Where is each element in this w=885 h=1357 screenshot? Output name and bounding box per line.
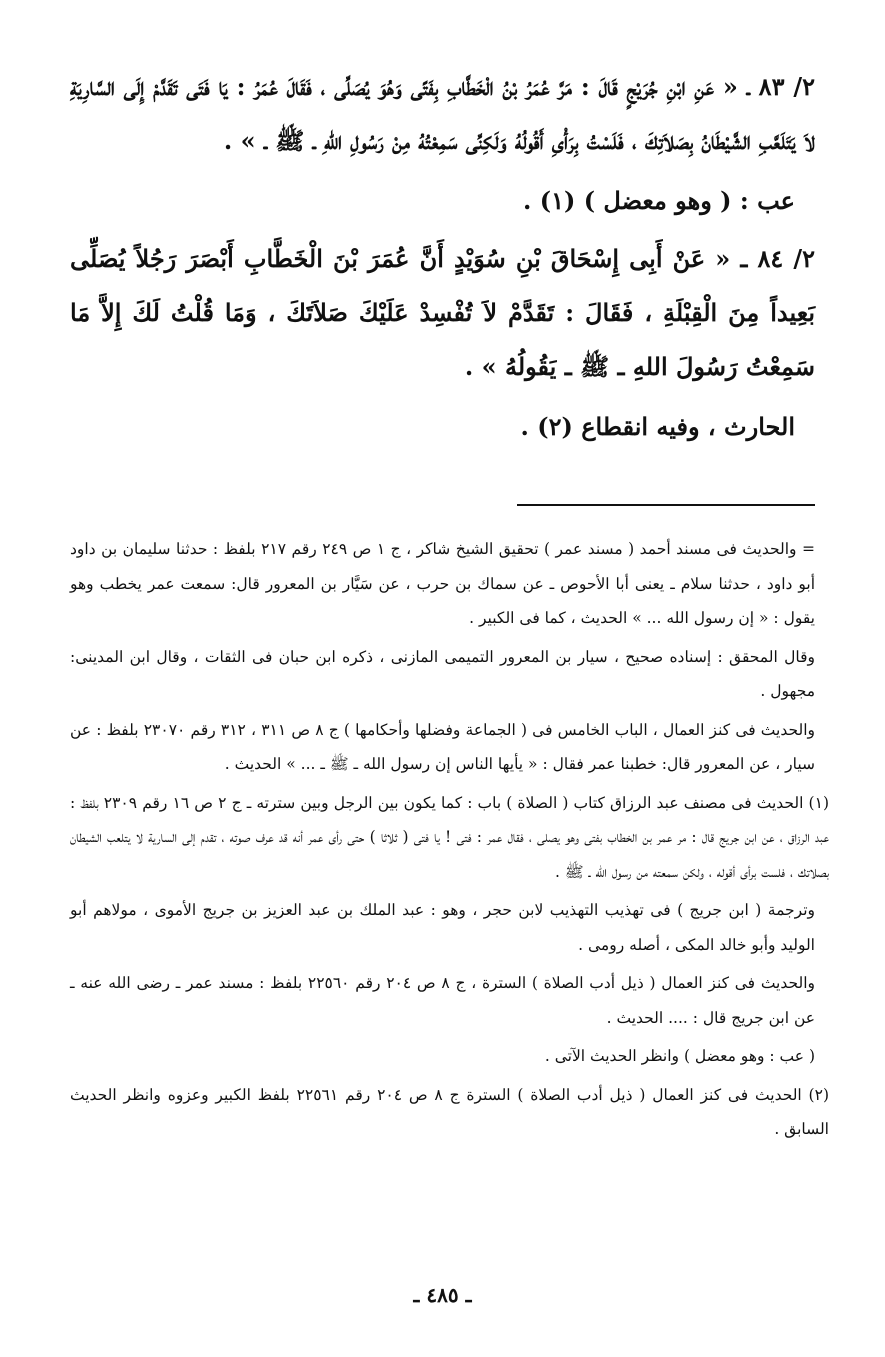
footnote-1-note: ( عب : وهو معضل ) وانظر الحديث الآتى . xyxy=(544,1047,815,1065)
footnote-continuation-1: = والحديث فى مسند أحمد ( مسند عمر ) تحقيق الشيخ شاكر ، ج ١ ص ٢٤٩ رقم ٢١٧ بلفظ : حدثنا سليمان بن داود أبو داود ، حدثنا سلام ـ يعنى أبا الأحوص ـ عن سماك بن حرب ، عن سَيَّار بن المعرور قال: سمعت عمر يخطب وهو يقول : « إن رسول الله ... » الحديث ، كما فى الكبير . xyxy=(70,540,815,627)
document-page xyxy=(0,60,885,1357)
hadith-83: ٢/ ٨٣ ـ « عَنِ ابْنِ جُرَيْجٍ قَالَ : مَرَّ عُمَرُ بْنُ الْخَطَّابِ بِفَتًى وَهُوَ يُصَلِّى ، فَقَالَ عُمَرُ : يَا فَتَى تَقَدَّمْ إِلَى السَّارِيَةِ لاَ يَتَلَعَّبِ الشَّيْطَانُ بِصَلاَتِكَ ، فَلَسْتُ بِرَأْىِ أَقُولُهُ وَلَكِنِّى سَمِعْتُهُ مِنْ رَسُولِ اللهِ ـ ﷺ ـ » . xyxy=(70,72,816,155)
footnote-1-kanz: والحديث فى كنز العمال ( ذيل أدب الصلاة ) السترة ، ج ٨ ص ٢٠٤ رقم ٢٢٥٦٠ بلفظ : مسند عمر ـ رضى الله عنه ـ عن ابن جريج قال : .... الحديث . xyxy=(70,974,816,1027)
footnote-2: (٢) الحديث فى كنز العمال ( ذيل أدب الصلاة ) السترة ج ٨ ص ٢٠٤ رقم ٢٢٥٦١ بلفظ الكبير وعزوه وانظر الحديث السابق . xyxy=(70,1085,829,1138)
main-text xyxy=(70,60,815,454)
hadith-83-source-note: عب : ( وهو معضل ) (١) . xyxy=(523,186,795,215)
footnote-1-translation: وترجمة ( ابن جريج ) فى تهذيب التهذيب لابن حجر ، وهو : عبد الملك بن عبد العزيز بن جريج الأموى ، مولاهم أبو الوليد وأبو خالد المكى ، أصله رومى . xyxy=(70,901,815,954)
footnote-continuation-3: والحديث فى كنز العمال ، الباب الخامس فى ( الجماعة وفضلها وأحكامها ) ج ٨ ص ٣١١ ، ٣١٢ رقم ٢٣٠٧٠ بلفظ : عن سيار ، عن المعرور قال: خطبنا عمر فقال : « يأيها الناس إن رسول الله ـ ﷺ ـ ... » الحديث . xyxy=(70,720,815,773)
footnotes xyxy=(70,532,829,1147)
footnote-continuation-2: وقال المحقق : إسناده صحيح ، سيار بن المعرور التميمى المازنى ، ذكره ابن حبان فى الثقات ، وقال ابن المدينى: مجهول . xyxy=(70,647,815,700)
footnote-1: (١) الحديث فى مصنف عبد الرزاق كتاب ( الصلاة ) باب : كما يكون بين الرجل وبين سترته ـ ج ٢ ص ١٦ رقم ٢٣٠٩ بلفظ : عبد الرزاق ، عن ابن جريج قال : مر عمر بن الخطاب بفتى وهو يصلى ، فقال عمر : فتى ! يا فتى ( ثلاثا ) حتى رأى عمر أنه قد عرف صوته ، تقدم إلى السارية لا يتلعب الشيطان بصلاتك ، فلست برأى أقوله ، ولكن سمعته من رسول الله ـ ﷺ . xyxy=(70,793,829,881)
hadith-84: ٢/ ٨٤ ـ « عَنْ أَبِى إِسْحَاقَ بْنِ سُوَيْدٍ أَنَّ عُمَرَ بْنَ الْخَطَّابِ أَبْصَرَ رَجُلاً يُصَلِّى بَعِيداً مِنَ الْقِبْلَةِ ، فَقَالَ : تَقَدَّمْ لاَ تُفْسِدْ عَلَيْكَ صَلاَتَكَ ، وَمَا قُلْتُ لَكَ إِلاَّ مَا سَمِعْتُ رَسُولَ اللهِ ـ ﷺ ـ يَقُولُهُ » . xyxy=(70,244,815,381)
footnote-separator xyxy=(517,504,815,506)
page-number: ـ ٤٨٥ ـ xyxy=(413,1283,472,1307)
hadith-84-source-note: الحارث ، وفيه انقطاع (٢) . xyxy=(520,412,795,441)
